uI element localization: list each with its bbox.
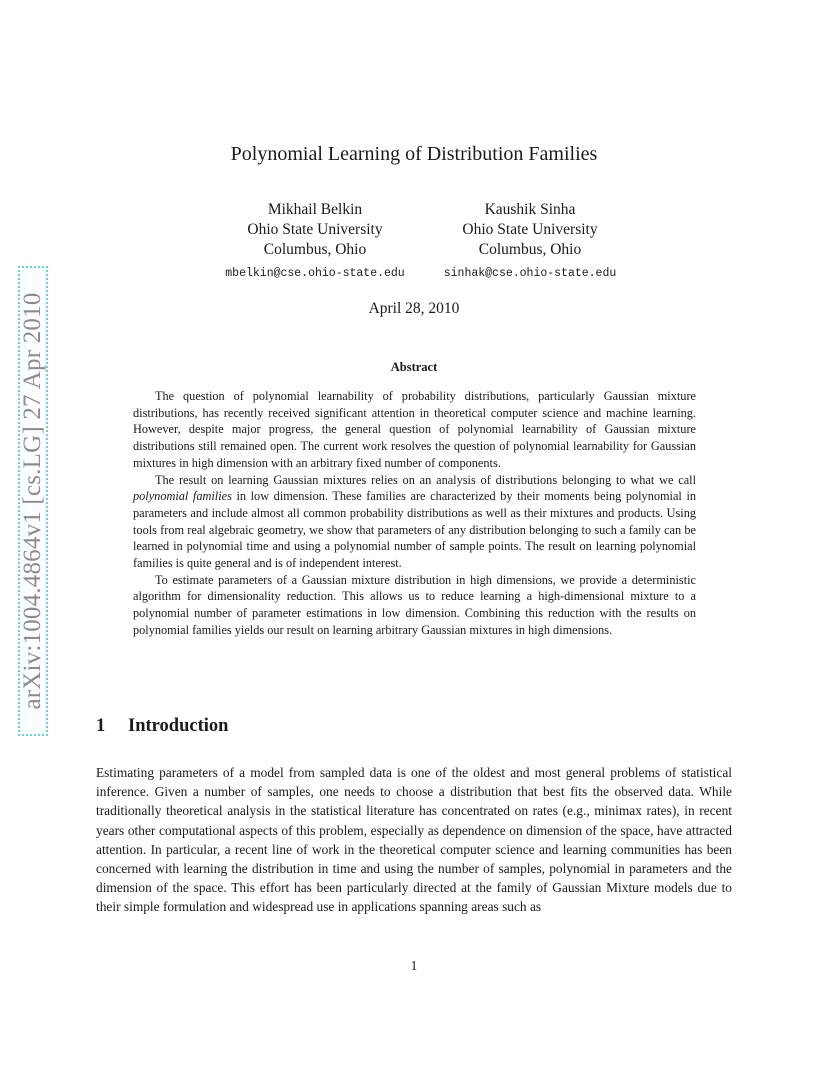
abstract-italic-term: polynomial families xyxy=(133,489,232,504)
introduction-body xyxy=(96,763,732,917)
author-block-1 xyxy=(206,200,424,282)
section-number: 1 xyxy=(96,716,106,736)
section-title: Introduction xyxy=(128,716,229,736)
arxiv-sidebar-stamp xyxy=(18,262,52,740)
author-email: sinhak@cse.ohio-state.edu xyxy=(443,267,617,280)
page-number: 1 xyxy=(410,958,418,973)
author-location: Columbus, Ohio xyxy=(478,241,582,258)
arxiv-stamp-frame xyxy=(18,266,48,736)
author-email: mbelkin@cse.ohio-state.edu xyxy=(225,267,405,280)
author-affiliation: Ohio State University xyxy=(462,221,598,238)
abstract-body xyxy=(133,388,696,639)
abstract-heading: Abstract xyxy=(390,360,438,374)
abstract-paragraph-2 xyxy=(133,472,696,572)
abstract-text: The result on learning Gaussian mixtures relies on an analysis of distributions belonging to what we call xyxy=(155,472,696,487)
abstract-paragraph-3: To estimate parameters of a Gaussian mixture distribution in high dimensions, we provide a deterministic algorithm for dimensionality reduction. This allows us to reduce learning a high-dimensional mixture to a polynomial number of parameter estimations in low dimension. Combining this reduction with the results on polynomial families yields our result on learning arbitrary Gaussian mixtures in high dimensions. xyxy=(133,572,696,637)
author-location: Columbus, Ohio xyxy=(263,241,367,258)
paper-date: April 28, 2010 xyxy=(368,300,460,317)
introduction-paragraph-1: Estimating parameters of a model from sampled data is one of the oldest and most general problems of statistical inference. Given a number of samples, one needs to choose a distribution that best fits the observed data. While traditionally theoretical analysis in the statistical literature has concentrated on rates (e.g., minimax rates), in recent years other computational aspects of this problem, especially as dependence on dimension of the space, have attracted attention. In particular, a recent line of work in the theoretical computer science and learning communities has been concerned with learning the distribution in time and using the number of samples, polynomial in parameters and the dimension of the space. This effort has been particularly directed at the family of Gaussian Mixture models due to their simple formulation and widespread use in applications spanning areas such as xyxy=(96,765,732,915)
arxiv-identifier: arXiv:1004.4864v1 [cs.LG] 27 Apr 2010 xyxy=(19,292,46,710)
abstract-paragraph-1: The question of polynomial learnability of probability distributions, particularly Gaussian mixture distributions, has recently received significant attention in theoretical computer science and machine learning. However, despite major progress, the general question of polynomial learnability of Gaussian mixture distributions still remained open. The current work resolves the question of polynomial learnability for Gaussian mixtures in high dimension with an arbitrary fixed number of components. xyxy=(133,389,696,470)
section-heading-introduction xyxy=(96,716,228,737)
author-affiliation: Ohio State University xyxy=(247,221,383,238)
author-name: Kaushik Sinha xyxy=(484,201,576,218)
abstract-text: in low dimension. These families are characterized by their moments being polynomial in parameters and include almost all common probability distributions as well as their mixtures and products. Using tools from real algebraic geometry, we show that parameters of any distribution belonging to such a family can be learned in polynomial time and using a polynomial number of sample points. The result on learning polynomial families is quite general and is of independent interest. xyxy=(133,489,697,571)
paper-title: Polynomial Learning of Distribution Families xyxy=(230,143,598,165)
author-name: Mikhail Belkin xyxy=(267,201,363,218)
author-block-2 xyxy=(432,200,628,282)
